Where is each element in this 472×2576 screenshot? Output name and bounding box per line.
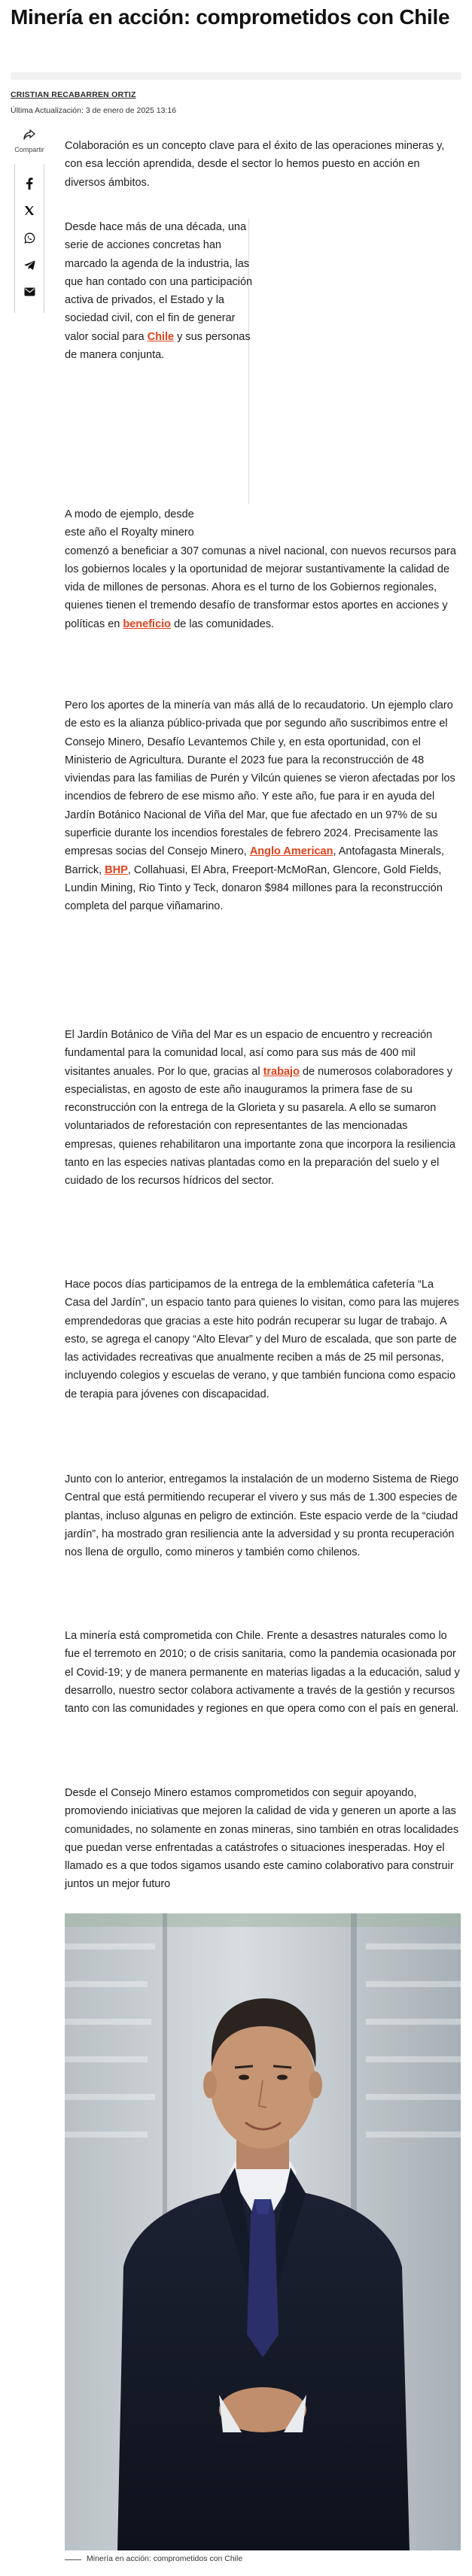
paragraph-4-text: Pero los aportes de la minería van más allá de lo recaudatorio. Un ejemplo claro de esto es la alianza público-privada que por segundo año suscribimos entre el Consejo Minero, Desafío Levantemos Chile y, en esta oportunidad, con el Ministerio de Agricultura. Durante el 2023 fue para la reconstrucción de 48 viviendas para las familias de Purén y Vilcún quienes se vieron afectadas por los incendios de febrero de ese mismo año. Y este año, fue para ir en ayuda del Jardín Botánico Nacional de Viña del Mar, que fue afectado en un 97% de su superficie durante los incendios forestales de febrero 2024. Precisamente las empresas socias del Consejo Minero, [65, 699, 455, 858]
paragraph-5-text: El Jardín Botánico de Viña del Mar es un espacio de encuentro y recreación fundamental para la comunidad local, así como para sus más de 400 mil visitantes anuales. Por lo que, gracias al [65, 1029, 433, 1078]
article-title: Minería en acción: comprometidos con Chile [11, 5, 450, 29]
share-label: Compartir [14, 146, 44, 153]
paragraph-5-text-end: de numerosos colaboradores y especialistas, en agosto de este año inauguramos la primera fase de su reconstrucción con la entrega de la Glorieta y su pasarela. A ello se sumaron voluntariados de reforestación con representantes de las mencionadas empresas, quienes rehabilitaron una importante zona que incorpora la resiliencia tanto en las especies nativas plantadas como en la preparación del suelo y el cuidado de los recursos hídricos del sector. [65, 1065, 456, 1188]
facebook-icon [26, 177, 33, 190]
paragraph-2-text-end: y sus personas de manera conjunta. [65, 330, 251, 362]
whatsapp-icon [24, 232, 35, 244]
paragraph-3-line-2: este año el Royalty minero [65, 526, 194, 539]
paragraph-4-text-end: , Collahuasi, El Abra, Freeport-McMoRan, Glencore, Gold Fields, Lundin Mining, Rio Tinto y Teck, donaron $984 millones para la reconstrucción completa del parque viñamarino. [65, 863, 443, 913]
telegram-icon [24, 260, 35, 270]
share-email-button[interactable] [22, 284, 37, 299]
email-icon [24, 287, 35, 296]
paragraph-3-text-end: de las comunidades. [171, 617, 275, 630]
share-facebook-button[interactable] [22, 176, 37, 191]
paragraph-4-text-mid: , Antofagasta Minerals, Barrick, [65, 845, 444, 876]
share-button[interactable] [14, 129, 44, 164]
share-icon [23, 129, 35, 144]
paragraph-6: Hace pocos días participamos de la entrega de la emblemática cafetería “La Casa del Jardín”, un espacio tanto para quienes lo visitan, como para las mujeres emprendedoras que gracias a este hito podrán recuperar su lugar de trabajo. A esto, se agrega el canopy “Alto Elevar” y del Muro de escalada, que son parte de las actividades recreativas que anualmente reciben a más de 25 mil personas, incluyendo colegios y escuelas de verano, y que también funciona como espacio de terapia para jóvenes con discapacidad. [65, 1279, 459, 1400]
paragraph-3-text: comenzó a beneficiar a 307 comunas a nivel nacional, con nuevos recursos para los gobiernos locales y la oportunidad de mejorar sustantivamente la calidad de vida de millones de personas. Ahora es el turno de los Gobiernos regionales, quienes tienen el tremendo desafío de transformar estos aportes en acciones y políticas en [65, 545, 456, 630]
link-anglo-american[interactable]: Anglo American [249, 845, 333, 858]
paragraph-2-text: Desde hace más de una década, una serie de acciones concretas han marcado la agenda de la industria, las que han contado con una participación activa de privados, el Estado y la sociedad civil, con el fin de generar valor social para [65, 221, 253, 343]
photo-caption: Minería en acción: comprometidos con Chile [87, 2554, 243, 2563]
paragraph-3 [65, 505, 461, 633]
link-trabajo[interactable]: trabajo [263, 1065, 300, 1078]
share-x-button[interactable] [22, 203, 37, 218]
paragraph-intro: Colaboración es un concepto clave para el éxito de las operaciones mineras y, con esa lección aprendida, desde el sector lo hemos puesto en acción en diversos ámbitos. [65, 140, 445, 189]
update-timestamp: Última Actualización: 3 de enero de 2025 13:16 [11, 106, 177, 115]
paragraph-5 [65, 1026, 461, 1191]
article-photo [65, 1913, 461, 2550]
paragraph-4 [65, 696, 461, 916]
paragraph-7: Junto con lo anterior, entregamos la instalación de un moderno Sistema de Riego Central que está permitiendo recuperar el vivero y sus más de 1.300 especies de plantas, incluso algunas en peligro de extinción. Este espacio verde de la “ciudad jardín”, ha mostrado gran resiliencia ante la adversidad y su pronta recuperación nos llena de orgullo, como mineros y también como chilenos. [65, 1473, 459, 1559]
title-divider [11, 72, 461, 80]
link-beneficio[interactable]: beneficio [123, 617, 172, 630]
paragraph-2 [65, 218, 254, 364]
paragraph-3-line-1: A modo de ejemplo, desde [65, 508, 194, 520]
author-link[interactable]: CRISTIAN RECABARREN ORTIZ [11, 90, 136, 99]
caption-rule [65, 2559, 81, 2560]
share-telegram-button[interactable] [22, 257, 37, 272]
paragraph-8: La minería está comprometida con Chile. Frente a desastres naturales como lo fue el terremoto en 2010; o de crisis sanitaria, como la pandemia ocasionada por el Covid-19; y de manera permanente en materias ligadas a la educación, salud y desarrollo, nuestro sector colabora activamente a través de la gestión y recursos tanto con las comunidades y regiones en que opera como con el país en general. [65, 1630, 460, 1716]
link-bhp[interactable]: BHP [105, 863, 128, 876]
link-chile[interactable]: Chile [147, 330, 175, 343]
x-icon [24, 205, 35, 216]
share-whatsapp-button[interactable] [22, 230, 37, 245]
paragraph-9: Desde el Consejo Minero estamos comprometidos con seguir apoyando, promoviendo iniciativas que mejoren la calidad de vida y generen un aporte a las comunidades, no solamente en zonas mineras, sino también en otras localidades que puedan verse enfrentadas a catástrofes o situaciones inesperadas. Hoy el llamado es a que todos sigamos usando este camino colaborativo para construir juntos un mejor futuro [65, 1787, 459, 1891]
share-buttons [14, 164, 44, 313]
share-bar [11, 129, 48, 313]
